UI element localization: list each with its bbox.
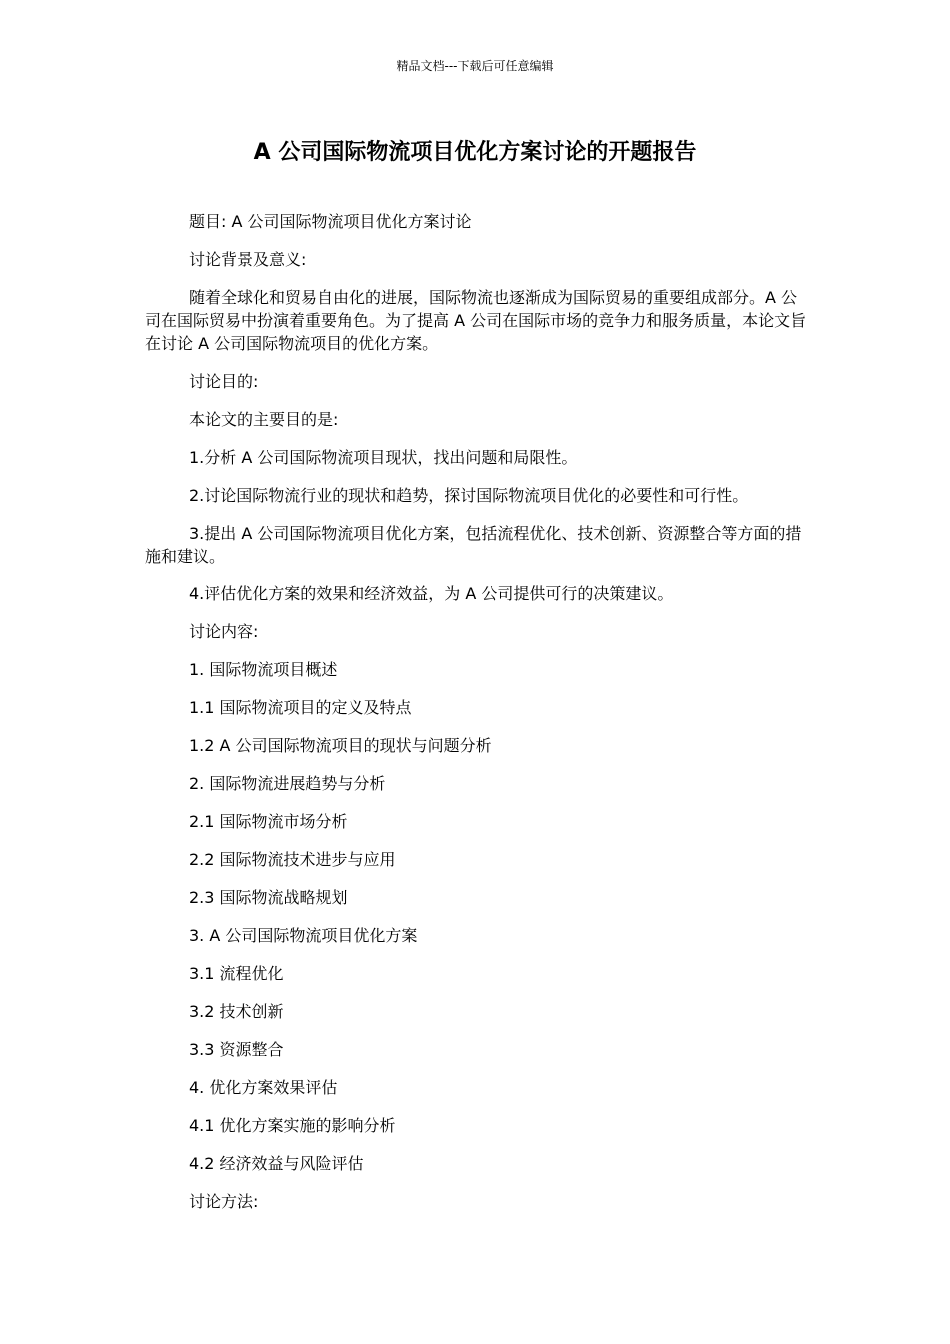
outline-item: 1.1 国际物流项目的定义及特点: [189, 698, 412, 717]
outline-item: 4. 优化方案效果评估: [189, 1078, 338, 1097]
heading-content: 讨论内容:: [189, 622, 259, 641]
page-header: 精品文档---下载后可任意编辑: [396, 59, 554, 73]
outline-item: 2. 国际物流进展趋势与分析: [189, 774, 386, 793]
objective-item: 2.讨论国际物流行业的现状和趋势，探讨国际物流项目优化的必要性和可行性。: [189, 486, 749, 505]
outline-item: 4.1 优化方案实施的影响分析: [189, 1116, 396, 1135]
paragraph-topic: 题目: A 公司国际物流项目优化方案讨论: [189, 212, 472, 231]
outline-item: 2.2 国际物流技术进步与应用: [189, 850, 396, 869]
objective-item: 3.提出 A 公司国际物流项目优化方案，包括流程优化、技术创新、资源整合等方面的措施和建议。: [145, 524, 802, 566]
heading-objectives: 讨论目的:: [189, 372, 259, 391]
outline-item: 3.2 技术创新: [189, 1002, 284, 1021]
outline-item: 1.2 A 公司国际物流项目的现状与问题分析: [189, 736, 492, 755]
outline-item: 1. 国际物流项目概述: [189, 660, 338, 679]
outline-item: 2.3 国际物流战略规划: [189, 888, 348, 907]
outline-item: 2.1 国际物流市场分析: [189, 812, 348, 831]
outline-item: 3. A 公司国际物流项目优化方案: [189, 926, 418, 945]
heading-methods: 讨论方法:: [189, 1192, 259, 1211]
document-title: A 公司国际物流项目优化方案讨论的开题报告: [253, 140, 697, 165]
objective-item: 1.分析 A 公司国际物流项目现状，找出问题和局限性。: [189, 448, 578, 467]
heading-background: 讨论背景及意义:: [189, 250, 307, 269]
outline-item: 4.2 经济效益与风险评估: [189, 1154, 364, 1173]
paragraph-objectives-intro: 本论文的主要目的是:: [189, 410, 339, 429]
outline-item: 3.3 资源整合: [189, 1040, 284, 1059]
outline-item: 3.1 流程优化: [189, 964, 284, 983]
document-body: [145, 210, 810, 1220]
objective-item: 4.评估优化方案的效果和经济效益，为 A 公司提供可行的决策建议。: [189, 584, 674, 603]
paragraph-background: 随着全球化和贸易自由化的进展，国际物流也逐渐成为国际贸易的重要组成部分。A 公司在国际贸易中扮演着重要角色。为了提高 A 公司在国际市场的竞争力和服务质量，本论文旨在讨论 A 公司国际物流项目的优化方案。: [145, 288, 807, 353]
